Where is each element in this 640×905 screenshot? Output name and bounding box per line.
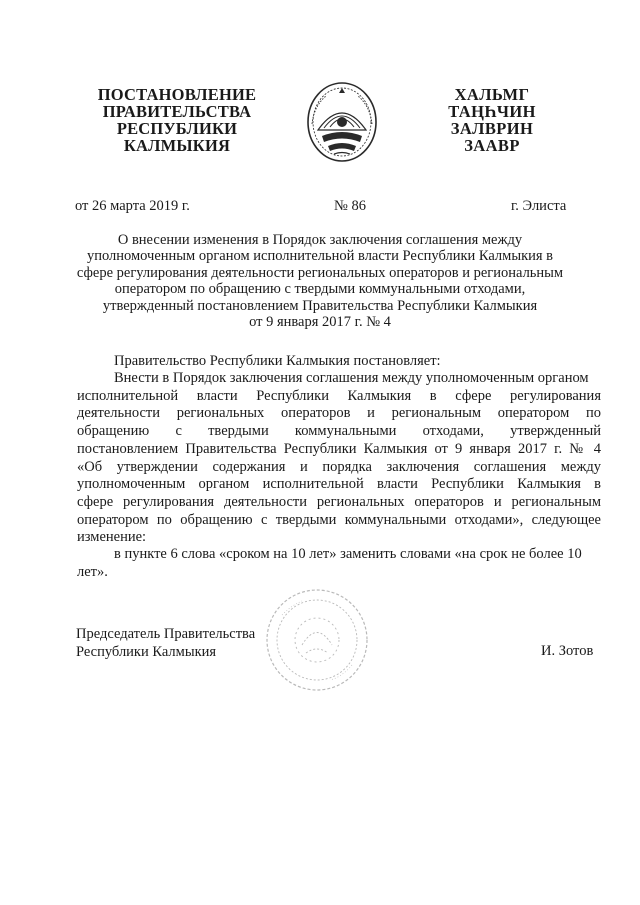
coat-of-arms-icon (304, 78, 380, 164)
body-line: Внести в Порядок заключения соглашения между уполномоченным органом (114, 370, 589, 386)
body-paragraph (77, 370, 601, 547)
header-left-line: ПОСТАНОВЛЕНИЕ (97, 85, 257, 104)
amendment-paragraph (77, 546, 601, 581)
signatory-name: И. Зотов (541, 643, 594, 659)
header-right-line: ЗАЛВРИН (450, 119, 534, 138)
body-line: деятельности региональных операторов и региональным оператором по (77, 405, 601, 422)
body-line: уполномоченным органом исполнительной власти Республики Калмыкия в (77, 476, 601, 493)
header-right-kalmyk (432, 86, 552, 154)
signatory-position-line: Республики Калмыкия (76, 644, 217, 660)
header-left-line: ПРАВИТЕЛЬСТВА (102, 102, 252, 121)
title-line: утвержденный постановлением Правительства Республики Калмыкия (102, 297, 538, 314)
header-left-ru (92, 86, 262, 154)
title-line: сфере регулирования деятельности региональных операторов и региональным (76, 264, 564, 281)
header-right-line: ХАЛЬМГ (454, 85, 530, 104)
document-date: от 26 марта 2019 г. (75, 198, 190, 214)
official-seal-icon (262, 585, 372, 695)
header-right-line: ТАҢҺЧИН (448, 102, 536, 121)
header-left-line: РЕСПУБЛИКИ (116, 119, 238, 138)
document-title (72, 232, 568, 330)
title-line: уполномоченным органом исполнительной власти Республики Калмыкия в (86, 248, 554, 265)
body-line: постановлением Правительства Республики Калмыкия от 9 января 2017 г. № 4 (77, 440, 601, 457)
body-line: обращению с твердыми коммунальными отходами, утвержденный (77, 423, 601, 440)
amendment-line: в пункте 6 слова «сроком на 10 лет» заменить словами «на срок не более 10 (114, 546, 582, 562)
amendment-line: лет». (77, 563, 108, 580)
title-line: оператором по обращению с твердыми коммунальными отходами, (114, 281, 526, 298)
signatory-position (76, 625, 255, 661)
preamble: Правительство Республики Калмыкия постановляет: (114, 353, 441, 369)
body-line: «Об утверждении содержания и порядка заключения соглашения между (77, 458, 601, 475)
body-line: сфере регулирования деятельности региональных операторов и региональным (77, 493, 601, 510)
body-line: оператором по обращению с твердыми коммунальными отходами», следующее (77, 511, 601, 528)
body-line: изменение: (77, 529, 147, 546)
title-line: от 9 января 2017 г. № 4 (249, 314, 391, 331)
document-number: № 86 (334, 198, 366, 214)
signatory-position-line: Председатель Правительства (76, 626, 256, 642)
document-city: г. Элиста (511, 198, 567, 214)
body-line: исполнительной власти Республики Калмыкия в сфере регулирования (77, 387, 601, 404)
title-line: О внесении изменения в Порядок заключения соглашения между (117, 232, 523, 248)
header-left-line: КАЛМЫКИЯ (123, 136, 231, 155)
header-right-line: ЗААВР (464, 136, 520, 155)
